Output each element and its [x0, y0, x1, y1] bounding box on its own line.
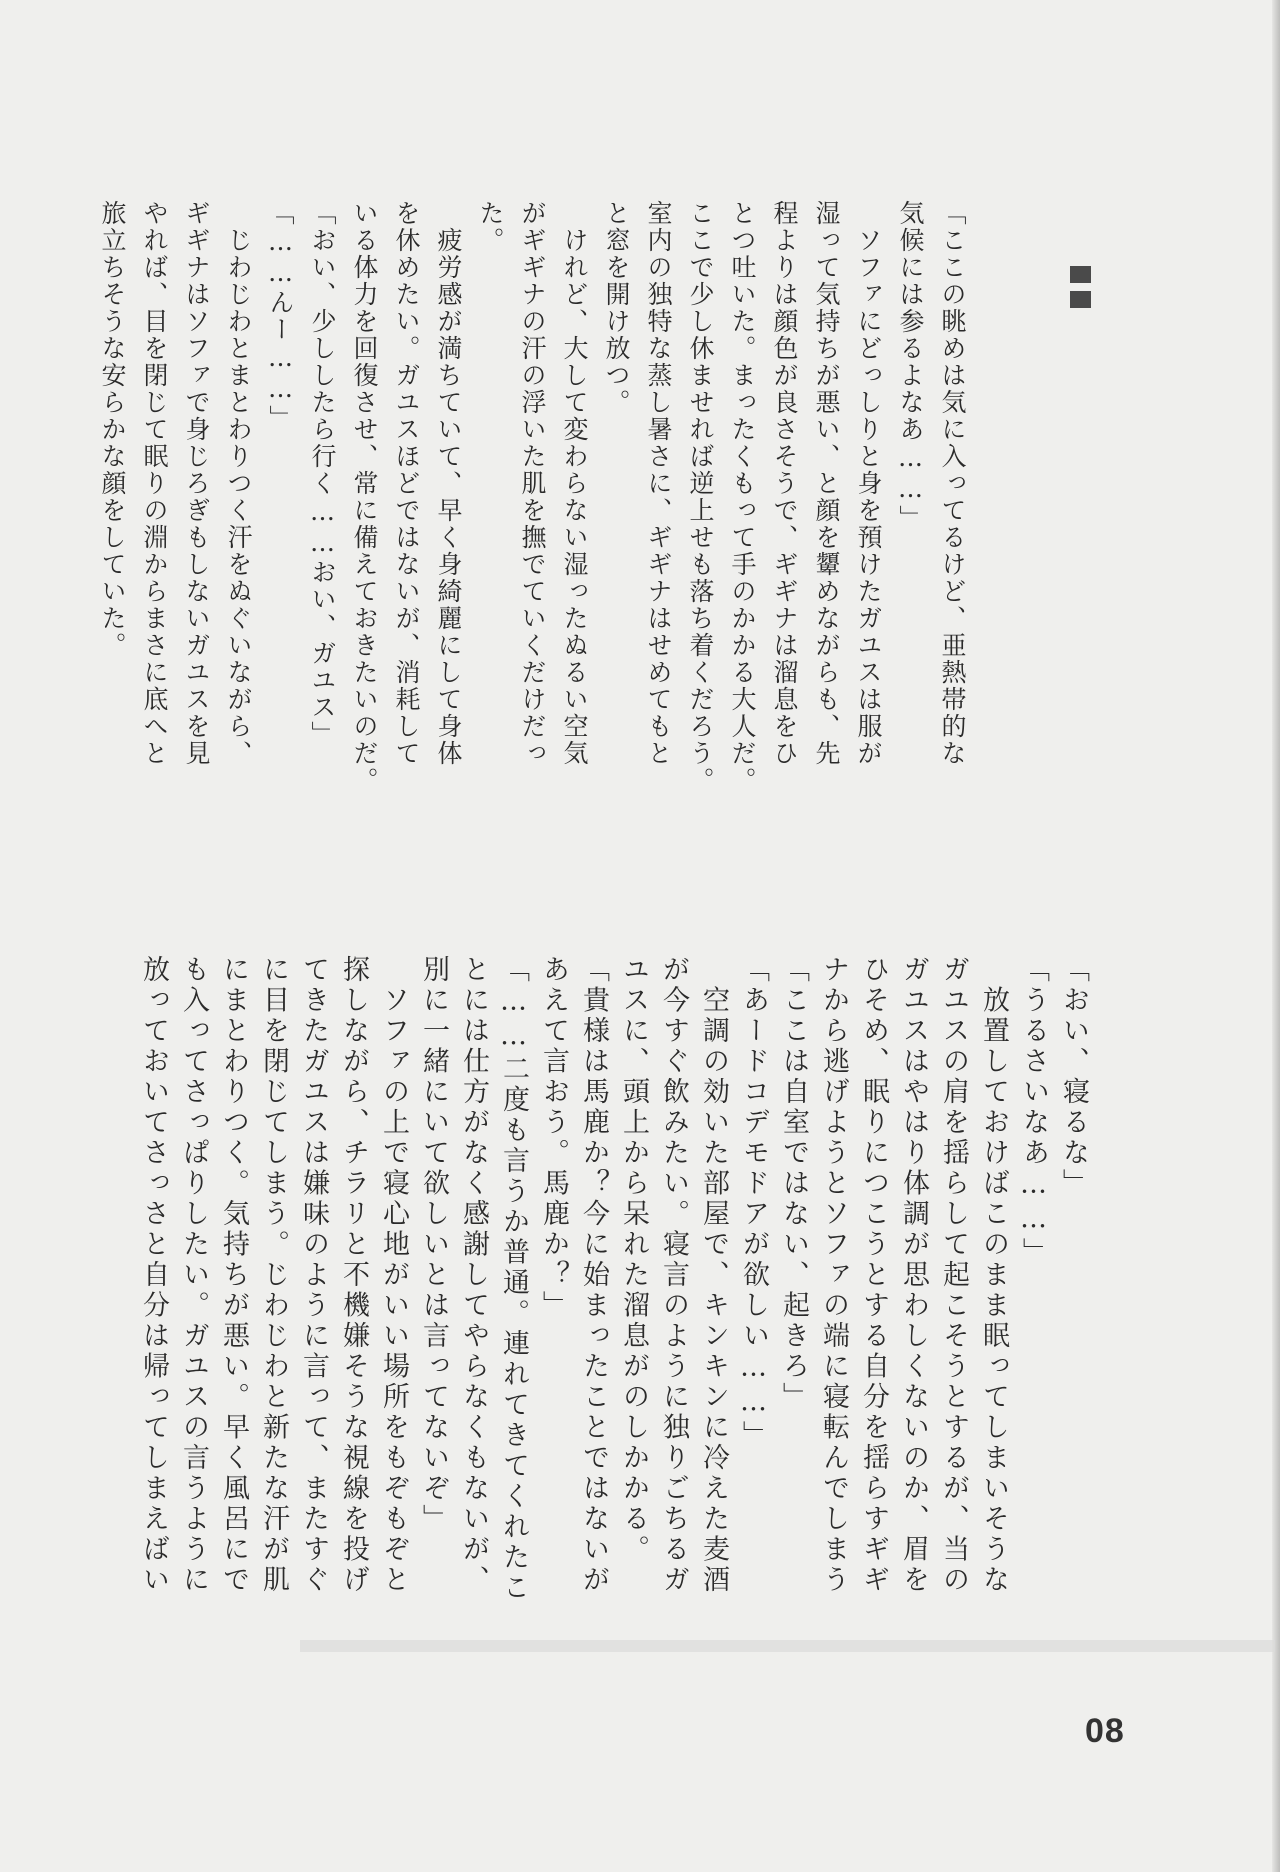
section-square-icon: [1070, 291, 1091, 308]
page-number: 08: [1085, 1712, 1125, 1750]
text-column: 「おい、少ししたら行く……おい、ガユス」: [308, 200, 337, 748]
text-column: と窓を開け放つ。: [602, 200, 631, 416]
text-column: ナから逃げようとソファの端に寝転んでしまう: [818, 955, 849, 1596]
section-square-icon: [1070, 266, 1091, 283]
text-column: 「……二度も言うか普通。連れてきてくれたこ: [498, 955, 529, 1604]
text-column: 「あードコデモドアが欲しい……」: [738, 955, 769, 1451]
text-column: 「……んー……」: [266, 200, 295, 432]
text-column: ソファの上で寝心地がいい場所をもぞもぞと: [378, 955, 409, 1596]
text-column: 程よりは顔色が良さそうで、ギギナは溜息をひ: [770, 200, 799, 767]
section-break-mark: [1070, 266, 1092, 316]
text-column: 疲労感が満ちていて、早く身綺麗にして身体: [434, 200, 463, 767]
page-edge-shadow: [1272, 0, 1280, 1872]
text-column: 「貴様は馬鹿か？今に始まったことではないが: [578, 955, 609, 1596]
scan-artifact-band: [300, 1640, 1275, 1652]
text-column: 別に一緒にいて欲しいとは言ってないぞ」: [418, 955, 449, 1535]
text-column: 旅立ちそうな安らかな顔をしていた。: [98, 200, 127, 659]
text-column: た。: [476, 200, 505, 254]
text-column: ガユスの肩を揺らして起こそうとするが、当の: [938, 955, 969, 1596]
text-column: 「うるさいなあ……」: [1018, 955, 1049, 1268]
text-column: 「ここは自室ではない、起きろ」: [778, 955, 809, 1413]
text-column: ユスに、頭上から呆れた溜息がのしかかる。: [618, 955, 649, 1565]
text-column: とつ吐いた。まったくもって手のかかる大人だ。: [728, 200, 757, 794]
text-column: 放っておいてさっさと自分は帰ってしまえばい: [138, 955, 169, 1596]
text-column: がギギナの汗の浮いた肌を撫でていくだけだっ: [518, 200, 547, 767]
text-column: も入ってさっぱりしたい。ガユスの言うように: [178, 955, 209, 1596]
text-column: ここで少し休ませれば逆上せも落ち着くだろう。: [686, 200, 715, 794]
text-column: にまとわりつく。気持ちが悪い。早く風呂にで: [218, 955, 249, 1596]
text-column: を休めたい。ガユスほどではないが、消耗して: [392, 200, 421, 767]
text-column: とには仕方がなく感謝してやらなくもないが、: [458, 955, 489, 1596]
text-column: に目を閉じてしまう。じわじわと新たな汗が肌: [258, 955, 289, 1596]
text-column: いる体力を回復させ、常に備えておきたいのだ。: [350, 200, 379, 794]
text-column: 室内の独特な蒸し暑さに、ギギナはせめてもと: [644, 200, 673, 767]
text-column: ギギナはソファで身じろぎもしないガユスを見: [182, 200, 211, 767]
text-column: ソファにどっしりと身を預けたガユスは服が: [854, 200, 883, 767]
text-column: 「ここの眺めは気に入ってるけど、亜熱帯的な: [938, 200, 967, 767]
text-column: じわじわとまとわりつく汗をぬぐいながら、: [224, 200, 253, 767]
text-column: ガユスはやはり体調が思わしくないのか、眉を: [898, 955, 929, 1596]
text-column: けれど、大して変わらない湿ったぬるい空気: [560, 200, 589, 767]
text-column: 空調の効いた部屋で、キンキンに冷えた麦酒: [698, 955, 729, 1596]
text-column: が今すぐ飲みたい。寝言のように独りごちるガ: [658, 955, 689, 1596]
upper-text-block: [91, 200, 973, 794]
text-column: 湿って気持ちが悪い、と顔を顰めながらも、先: [812, 200, 841, 767]
lower-text-block: [133, 955, 1093, 1604]
text-column: やれば、目を閉じて眠りの淵からまさに底へと: [140, 200, 169, 767]
text-column: 放置しておけばこのまま眠ってしまいそうな: [978, 955, 1009, 1596]
text-column: 探しながら、チラリと不機嫌そうな視線を投げ: [338, 955, 369, 1596]
text-column: てきたガユスは嫌味のように言って、またすぐ: [298, 955, 329, 1596]
text-column: あえて言おう。馬鹿か？」: [538, 955, 569, 1321]
text-column: 「おい、寝るな」: [1058, 955, 1089, 1199]
text-column: 気候には参るよなあ……」: [896, 200, 925, 532]
text-column: ひそめ、眠りにつこうとする自分を揺らすギギ: [858, 955, 889, 1596]
